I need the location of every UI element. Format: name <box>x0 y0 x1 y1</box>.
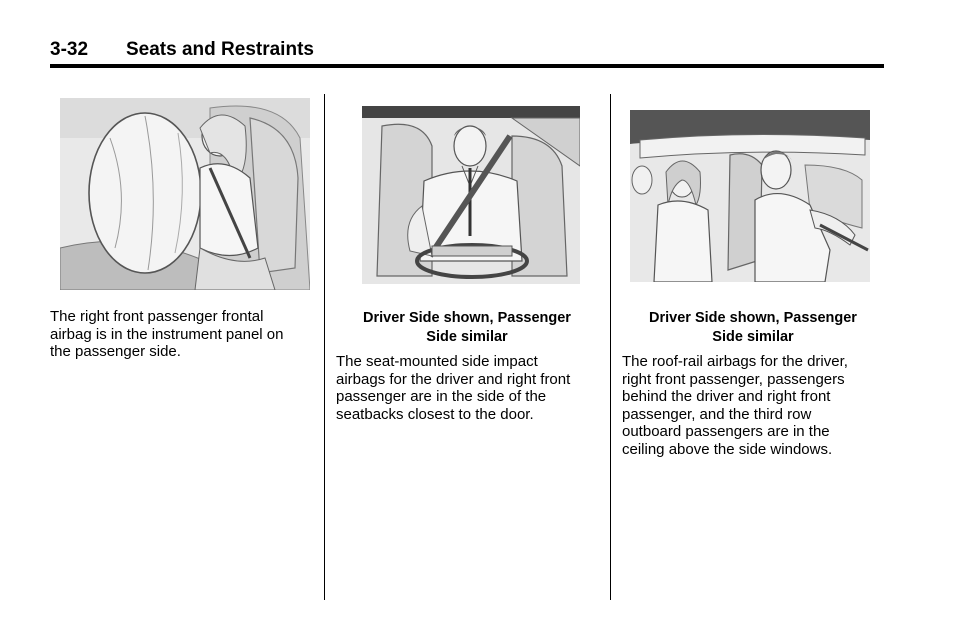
text-line: airbags for the driver and right front <box>336 370 571 388</box>
caption-line: Side similar <box>712 329 794 345</box>
text-line: right front passenger, passengers <box>622 370 845 388</box>
text-line: The seat-mounted side impact <box>336 353 538 370</box>
column-2-body <box>336 353 601 423</box>
frontal-airbag-illustration <box>60 98 310 290</box>
column-3-body <box>622 353 887 458</box>
text-line: seatbacks closest to the door. <box>336 405 534 423</box>
text-line: passenger are in the side of the <box>336 388 547 405</box>
seat-mounted-side-airbag-illustration <box>362 106 580 284</box>
text-line: the passenger side. <box>50 343 181 360</box>
text-line: behind the driver and right front <box>622 388 831 405</box>
text-line: outboard passengers are in the <box>622 423 830 440</box>
column-divider-right <box>610 94 611 600</box>
caption-line: Driver Side shown, Passenger <box>649 310 857 326</box>
page-number: 3-32 <box>50 39 89 60</box>
column-3-caption <box>620 309 886 347</box>
column-2-caption <box>334 309 600 347</box>
column-divider-left <box>324 94 325 600</box>
text-line: airbag is in the instrument panel on <box>50 325 284 343</box>
roof-rail-airbag-illustration <box>630 110 870 282</box>
caption-line: Driver Side shown, Passenger <box>363 310 571 326</box>
text-line: ceiling above the side windows. <box>622 440 833 458</box>
text-line: The roof-rail airbags for the driver, <box>622 353 848 370</box>
section-title: Seats and Restraints <box>126 39 314 60</box>
page-header <box>50 38 884 68</box>
column-1-body <box>50 308 315 361</box>
text-line: passenger, and the third row <box>622 405 812 423</box>
text-line: The right front passenger frontal <box>50 308 264 325</box>
caption-line: Side similar <box>426 329 508 345</box>
